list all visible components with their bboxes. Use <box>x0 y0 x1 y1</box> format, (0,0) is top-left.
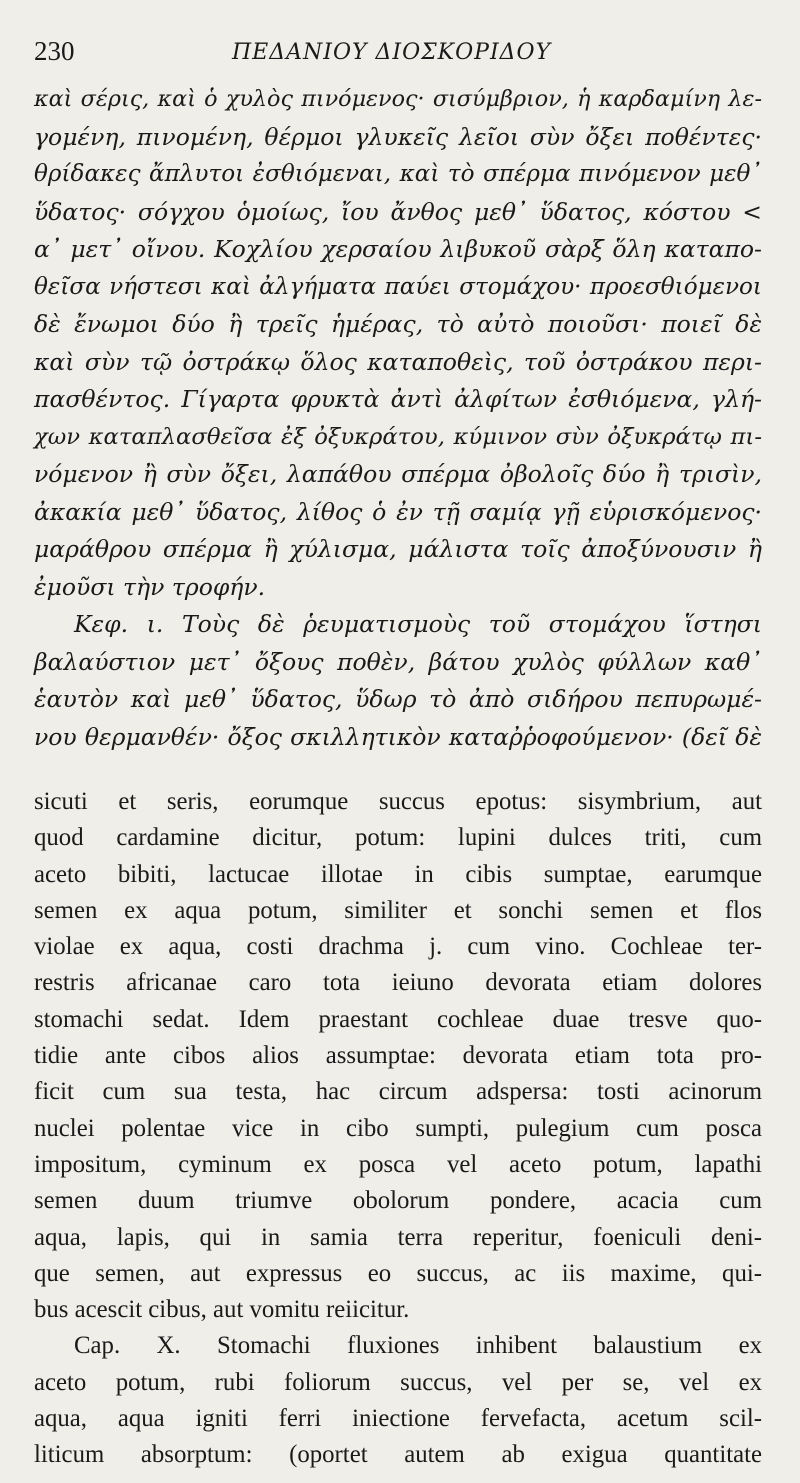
latin-line: bus acescit cibus, aut vomitu reiicitur. <box>34 1296 410 1324</box>
page-number: 230 <box>34 36 75 66</box>
greek-line: ἑαυτὸν καὶ μεθ᾽ ὕδατος, ὕδωρ τὸ ἀπὸ σιδήρου πεπυρωμέ- <box>34 685 762 713</box>
greek-line: βαλαύστιον μετ᾽ ὄξους ποθὲν, βάτου χυλὸς φύλλων καθ᾽ <box>34 647 762 676</box>
greek-line: χων καταπλασθεῖσα ἐξ ὀξυκράτου, κύμινον σὺν ὀξυκράτῳ πι- <box>34 423 762 450</box>
latin-line: aceto bibiti, lactucae illotae in cibis sumptae, earumque <box>34 860 762 888</box>
latin-line: aqua, lapis, qui in samia terra reperitur, foeniculi deni- <box>34 1223 762 1251</box>
latin-line: violae ex aqua, costi drachma j. cum vino. Cochleae ter- <box>34 933 762 961</box>
greek-line: νου θερμανθέν· ὄξος σκιλλητικὸν καταῤῥοφούμενον· (δεῖ δὲ <box>34 722 762 751</box>
running-title: ΠΕΔΑΝΙΟΥ ΔΙΟΣΚΟΡΙΔΟΥ <box>232 40 552 65</box>
greek-line: α᾽ μετ᾽ οἴνου. Κοχλίου χερσαίου λιβυκοῦ σὰρξ ὅλη καταπο- <box>34 235 762 263</box>
greek-line: γομένη, πινομένη, θέρμοι γλυκεῖς λεῖοι σὺν ὄξει ποθέντες· <box>34 122 762 151</box>
greek-line: θεῖσα νήστεσι καὶ ἀλγήματα παύει στομάχου· προεσθιόμενοι <box>34 273 762 300</box>
latin-line: sicuti et seris, eorumque succus epotus: sisymbrium, aut <box>34 788 762 815</box>
greek-line: ἀκακία μεθ᾽ ὕδατος, λίθος ὁ ἐν τῇ σαμίᾳ γῇ εὑρισκόμενος· <box>34 497 762 526</box>
latin-line: restris africanae caro tota ieiuno devorata etiam dolores <box>34 969 762 997</box>
greek-line: δὲ ἔνωμοι δύο ἢ τρεῖς ἡμέρας, τὸ αὐτὸ ποιοῦσι· ποιεῖ δὲ <box>34 310 762 338</box>
page-header <box>34 36 760 76</box>
latin-line: quod cardamine dicitur, potum: lupini dulces triti, cum <box>34 824 762 852</box>
latin-line: aceto potum, rubi foliorum succus, vel per se, vel ex <box>34 1368 762 1396</box>
greek-line: καὶ σὺν τῷ ὀστράκῳ ὅλος καταποθεὶς, τοῦ ὀστράκου περι- <box>34 347 762 376</box>
latin-line: semen duum triumve obolorum pondere, acacia cum <box>34 1187 762 1215</box>
greek-line: ἐμοῦσι τὴν τροφήν. <box>34 572 266 601</box>
latin-text-block <box>34 784 762 1474</box>
latin-line: ficit cum sua testa, hac circum adspersa: tosti acinorum <box>34 1078 762 1106</box>
latin-line: stomachi sedat. Idem praestant cochleae duae tresve quo- <box>34 1005 762 1033</box>
latin-line: tidie ante cibos alios assumptae: devorata etiam tota pro- <box>34 1042 762 1070</box>
latin-line: nuclei polentae vice in cibo sumpti, pulegium cum posca <box>34 1114 762 1142</box>
greek-text-block <box>34 81 762 756</box>
latin-line: que semen, aut expressus eo succus, ac iis maxime, qui- <box>34 1259 762 1287</box>
greek-line: ὕδατος· σόγχου ὁμοίως, ἴου ἄνθος μεθ᾽ ὕδατος, κόστου < <box>34 197 762 226</box>
latin-chapter-heading-line: Cap. X. Stomachi fluxiones inhibent balaustium ex <box>74 1332 762 1360</box>
greek-line: μαράθρου σπέρμα ἢ χύλισμα, μάλιστα τοῖς ἀποξύνουσιν ἢ <box>34 535 762 563</box>
greek-line: καὶ σέρις, καὶ ὁ χυλὸς πινόμενος· σισύμβριον, ἡ καρδαμίνη λε- <box>34 86 762 112</box>
latin-line: aqua, aqua igniti ferri iniectione fervefacta, acetum scil- <box>34 1405 762 1433</box>
greek-line: νόμενον ἢ σὺν ὄξει, λαπάθου σπέρμα ὀβολοῖς δύο ἢ τρισὶν, <box>34 460 762 488</box>
greek-chapter-heading-line: Κεφ. ι. Τοὺς δὲ ῥευματισμοὺς τοῦ στομάχου ἵστησι <box>74 610 762 638</box>
latin-line: liticum absorptum: (oportet autem ab exigua quantitate <box>34 1441 762 1469</box>
greek-line: πασθέντος. Γίγαρτα φρυκτὰ ἀντὶ ἀλφίτων ἐσθιόμενα, γλή- <box>34 385 762 413</box>
greek-line: θρίδακες ἄπλυτοι ἐσθιόμεναι, καὶ τὸ σπέρμα πινόμενον μεθ᾽ <box>34 161 762 187</box>
latin-line: semen ex aqua potum, similiter et sonchi semen et flos <box>34 896 762 924</box>
latin-line: impositum, cyminum ex posca vel aceto potum, lapathi <box>34 1150 762 1178</box>
